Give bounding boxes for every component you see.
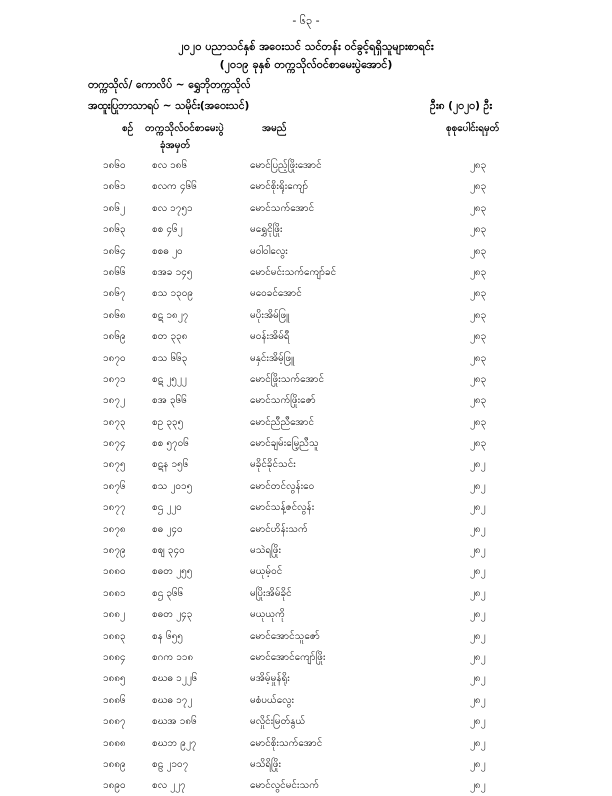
roll-number: စန ၆၅၅ bbox=[152, 630, 183, 642]
row-number: ၁၈၇၆ bbox=[103, 480, 126, 492]
total-score: ၂၈၂ bbox=[470, 673, 486, 685]
table-row bbox=[0, 175, 612, 196]
row-number: ၁၈၇၀ bbox=[103, 352, 126, 364]
student-name: မယုမ့်ဝင် bbox=[250, 566, 283, 578]
row-number: ၁၈၈၇ bbox=[103, 716, 126, 728]
table-row bbox=[0, 282, 612, 303]
column-header-name: အမည် bbox=[262, 123, 287, 134]
table-row bbox=[0, 646, 612, 667]
student-name: မောင်သက်ဖြိုးဇော် bbox=[250, 395, 316, 407]
student-name: မောင်သက်အောင် bbox=[250, 202, 315, 214]
row-number: ၁၈၇၂ bbox=[103, 395, 125, 407]
roll-number: စလက ၄၆၆ bbox=[152, 181, 197, 193]
roll-number: စစဓ ၂၀ bbox=[152, 245, 183, 257]
total-score: ၂၈၂ bbox=[470, 758, 486, 770]
total-score: ၂၈၂ bbox=[470, 502, 486, 514]
table-row bbox=[0, 560, 612, 581]
row-number: ၁၈၆၆ bbox=[103, 266, 126, 278]
row-number: ၁၈၇၈ bbox=[103, 523, 126, 535]
table-row bbox=[0, 347, 612, 368]
student-name: မရွှေငိုဖြိုး bbox=[250, 224, 283, 236]
total-score: ၂၈၂ bbox=[470, 459, 486, 471]
total-score: ၂၈၂ bbox=[470, 630, 486, 642]
roll-number: စဃဘ ၉၂၇ bbox=[152, 737, 197, 749]
student-name: မောင်မင်းသက်ကျော်ခင် bbox=[250, 266, 337, 278]
roll-number: စဓတ ၂၅၅ bbox=[152, 566, 193, 578]
total-score: ၂၈၃ bbox=[470, 395, 487, 407]
table-row bbox=[0, 582, 612, 603]
total-score: ၂၈၂ bbox=[470, 480, 486, 492]
roll-number: စဠ ၂၁၀၇ bbox=[152, 758, 189, 770]
row-number: ၁၈၇၄ bbox=[103, 438, 126, 450]
document-subtitle: (၂၀၁၉ ခုနှစ် တက္ကသိုလ်ဝင်စာမေးပွဲအောင်) bbox=[219, 58, 393, 71]
table-row bbox=[0, 261, 612, 282]
roll-number: စသ ၆၆၃ bbox=[152, 352, 188, 364]
row-number: ၁၈၆၂ bbox=[103, 202, 125, 214]
student-name: မဝါဝါလွေး bbox=[250, 245, 288, 257]
results-table bbox=[0, 154, 612, 796]
student-name: မောင်ဖြိုးသက်အောင် bbox=[250, 373, 325, 385]
student-name: မသိရိဖြိုး bbox=[250, 758, 282, 770]
row-number: ၁၈၉၀ bbox=[103, 780, 126, 792]
total-score: ၂၈၂ bbox=[470, 523, 486, 535]
roll-number: စဃအ ၁၈၆ bbox=[152, 716, 197, 728]
roll-number: စလ ၁၈၆ bbox=[152, 160, 188, 171]
student-name: မယုယုကို bbox=[250, 609, 285, 621]
table-row bbox=[0, 667, 612, 688]
table-row bbox=[0, 496, 612, 517]
table-row bbox=[0, 197, 612, 218]
row-number: ၁၈၈၂ bbox=[103, 609, 125, 621]
table-row bbox=[0, 240, 612, 261]
department-label: တက္ကသိုလ်/ ကောလိပ် ~ ရွှေဘိုတက္ကသိုလ် bbox=[88, 79, 251, 91]
student-name: မနှင်းအိမ့်ဖြူ bbox=[250, 352, 295, 364]
total-score: ၂၈၂ bbox=[470, 545, 486, 557]
row-number: ၁၈၆၄ bbox=[103, 245, 126, 257]
student-name: မောင်တင်လွန်းဝေ bbox=[250, 480, 315, 492]
student-name: မောင်အောင်သူဇော် bbox=[250, 630, 320, 642]
total-score: ၂၈၂ bbox=[470, 780, 486, 792]
roll-number: စဓတ ၂၄၃ bbox=[152, 609, 193, 621]
total-score: ၂၈၃ bbox=[470, 266, 487, 278]
row-number: ၁၈၈၉ bbox=[103, 758, 126, 770]
specialization-label: အထူးပြုဘာသာရပ် ~ သမိုင်း(အဝေးသင်) bbox=[88, 100, 250, 112]
row-number: ၁၈၈၆ bbox=[103, 694, 126, 706]
table-row bbox=[0, 325, 612, 346]
student-name: မောင်စိုးရိုးကျော် bbox=[250, 181, 309, 193]
table-row bbox=[0, 539, 612, 560]
table-row bbox=[0, 475, 612, 496]
roll-number: စဌ ၃၆၆ bbox=[152, 587, 184, 599]
table-row bbox=[0, 774, 612, 795]
total-score: ၂၈၃ bbox=[470, 245, 487, 257]
roll-number: စသ ၁၃၀၉ bbox=[152, 288, 193, 300]
roll-number: စဌ ၂၂၀ bbox=[152, 502, 182, 514]
table-row bbox=[0, 689, 612, 710]
row-number: ၁၈၇၉ bbox=[103, 545, 126, 557]
roll-number: စဃဓ ၁၇၂ bbox=[152, 694, 193, 706]
total-score: ၂၈၃ bbox=[470, 331, 487, 343]
document-title: ၂၀၂၀ ပညာသင်နှစ် အဝေးသင် သင်တန်း ဝင်ခွင့်ရရှိသူများစာရင်း bbox=[178, 40, 434, 53]
student-name: မောင်ညီညီအောင် bbox=[250, 416, 315, 428]
total-score: ၂၈၃ bbox=[470, 438, 487, 450]
column-header-no: စဉ် bbox=[122, 123, 134, 134]
table-row bbox=[0, 368, 612, 389]
table-row bbox=[0, 753, 612, 774]
row-number: ၁၈၇၁ bbox=[103, 373, 126, 385]
student-name: မဝန်းအိမ်ရီ bbox=[250, 331, 290, 343]
student-name: မောင်သန့်ဇင်လွန်း bbox=[250, 502, 315, 514]
roll-number: စတ ၃၃၈ bbox=[152, 331, 188, 343]
roll-number: စအ ၃၆၆ bbox=[152, 395, 187, 407]
table-row bbox=[0, 432, 612, 453]
table-row bbox=[0, 389, 612, 410]
total-score: ၂၈၂ bbox=[470, 737, 486, 749]
total-score: ၂၈၃ bbox=[470, 352, 487, 364]
student-name: မောင်စိုးသက်အောင် bbox=[250, 737, 323, 749]
total-score: ၂၈၃ bbox=[470, 416, 487, 428]
total-score: ၂၈၂ bbox=[470, 694, 486, 706]
roll-number: စဋ ၂၅၂၂ bbox=[152, 373, 187, 385]
page-number: - ၆၃ - bbox=[292, 14, 320, 27]
total-score: ၂၈၂ bbox=[470, 651, 486, 663]
student-name: မလှိုင်းမြတ်နွယ် bbox=[250, 716, 306, 728]
row-number: ၁၈၆၁ bbox=[103, 181, 126, 193]
table-row bbox=[0, 732, 612, 753]
row-number: ၁၈၆၈ bbox=[103, 309, 126, 321]
min-score-label: ဦး၈ (၂၀၂၀) ဦး bbox=[430, 100, 493, 112]
table-row bbox=[0, 218, 612, 239]
roll-number: စဋ ၁၈၂၇ bbox=[152, 309, 189, 321]
total-score: ၂၈၃ bbox=[470, 202, 487, 214]
total-score: ၂၈၃ bbox=[470, 181, 487, 193]
student-name: မသဲရဖြိုး bbox=[250, 545, 282, 557]
table-row bbox=[0, 603, 612, 624]
roll-number: စစ ၄၆၂ bbox=[152, 224, 183, 236]
roll-number: စဃဓ ၁၂၂၆ bbox=[152, 673, 198, 685]
table-row bbox=[0, 304, 612, 325]
total-score: ၂၈၃ bbox=[470, 373, 487, 385]
row-number: ၁၈၈၃ bbox=[103, 630, 126, 642]
roll-number: စဈ ၃၄၀ bbox=[152, 545, 185, 557]
student-name: မခိုင်ခိုင်သင်း bbox=[250, 459, 296, 471]
table-row bbox=[0, 154, 612, 175]
row-number: ၁၈၈၀ bbox=[103, 566, 126, 578]
total-score: ၂၈၂ bbox=[470, 609, 486, 621]
table-row bbox=[0, 710, 612, 731]
student-name: မောင်ပြည့်ဖြိုးအောင် bbox=[250, 160, 322, 171]
student-name: မောင်ချမ်းမြေ့ညီသူ bbox=[250, 438, 319, 450]
student-name: မစံပယ်လွေး bbox=[250, 694, 295, 706]
column-header-roll-sub: ခုံအမှတ် bbox=[160, 140, 191, 151]
student-name: မောင်ဟိန်းသက် bbox=[250, 523, 308, 535]
student-name: မပိုးအိမ်ဖြူ bbox=[250, 309, 290, 321]
roll-number: စသ ၂၀၁၅ bbox=[152, 480, 193, 492]
row-number: ၁၈၈၅ bbox=[103, 673, 126, 685]
row-number: ၁၈၆၀ bbox=[103, 160, 126, 171]
student-name: မောင်အောင်ကျော်ဖြိုး bbox=[250, 651, 326, 663]
row-number: ၁၈၈၁ bbox=[103, 587, 126, 599]
student-name: မပြိုးအိမ်ခိုင် bbox=[250, 587, 292, 599]
student-name: မဝေခင်အောင် bbox=[250, 288, 302, 300]
row-number: ၁၈၆၇ bbox=[103, 288, 126, 300]
student-name: မအိမ့်မှုန်ရိုး bbox=[250, 673, 290, 685]
roll-number: စဓ ၂၄၀ bbox=[152, 523, 183, 535]
column-header-roll: တက္ကသိုလ်ဝင်စာမေးပွဲ bbox=[145, 123, 224, 134]
student-name: မောင်လွင်မင်းသက် bbox=[250, 780, 319, 792]
table-row bbox=[0, 518, 612, 539]
total-score: ၂၈၃ bbox=[470, 224, 487, 236]
row-number: ၁၈၇၃ bbox=[103, 416, 126, 428]
total-score: ၂၈၃ bbox=[470, 309, 487, 321]
total-score: ၂၈၂ bbox=[470, 716, 486, 728]
row-number: ၁၈၆၉ bbox=[103, 331, 126, 343]
roll-number: စလ ၁၇၅၁ bbox=[152, 202, 193, 214]
total-score: ၂၈၃ bbox=[470, 160, 487, 171]
row-number: ၁၈၆၃ bbox=[103, 224, 126, 236]
roll-number: စအခ ၁၄၅ bbox=[152, 266, 193, 278]
row-number: ၁၈၈၈ bbox=[103, 737, 126, 749]
row-number: ၁၈၇၇ bbox=[103, 502, 126, 514]
row-number: ၁၈၇၅ bbox=[103, 459, 126, 471]
column-header-total: စုစုပေါင်းရမှတ် bbox=[446, 123, 500, 134]
roll-number: စဋန ၁၅၆ bbox=[152, 459, 189, 471]
table-row bbox=[0, 411, 612, 432]
roll-number: စဂက ၁၁၈ bbox=[152, 651, 194, 663]
total-score: ၂၈၂ bbox=[470, 587, 486, 599]
table-row bbox=[0, 453, 612, 474]
roll-number: စဥ ၃၃၅ bbox=[152, 416, 184, 428]
row-number: ၁၈၈၄ bbox=[103, 651, 126, 663]
roll-number: စလ ၂၂၇ bbox=[152, 780, 186, 792]
total-score: ၂၈၂ bbox=[470, 566, 486, 578]
total-score: ၂၈၃ bbox=[470, 288, 487, 300]
roll-number: စစ ၅၇၀၆ bbox=[152, 438, 189, 450]
table-row bbox=[0, 625, 612, 646]
